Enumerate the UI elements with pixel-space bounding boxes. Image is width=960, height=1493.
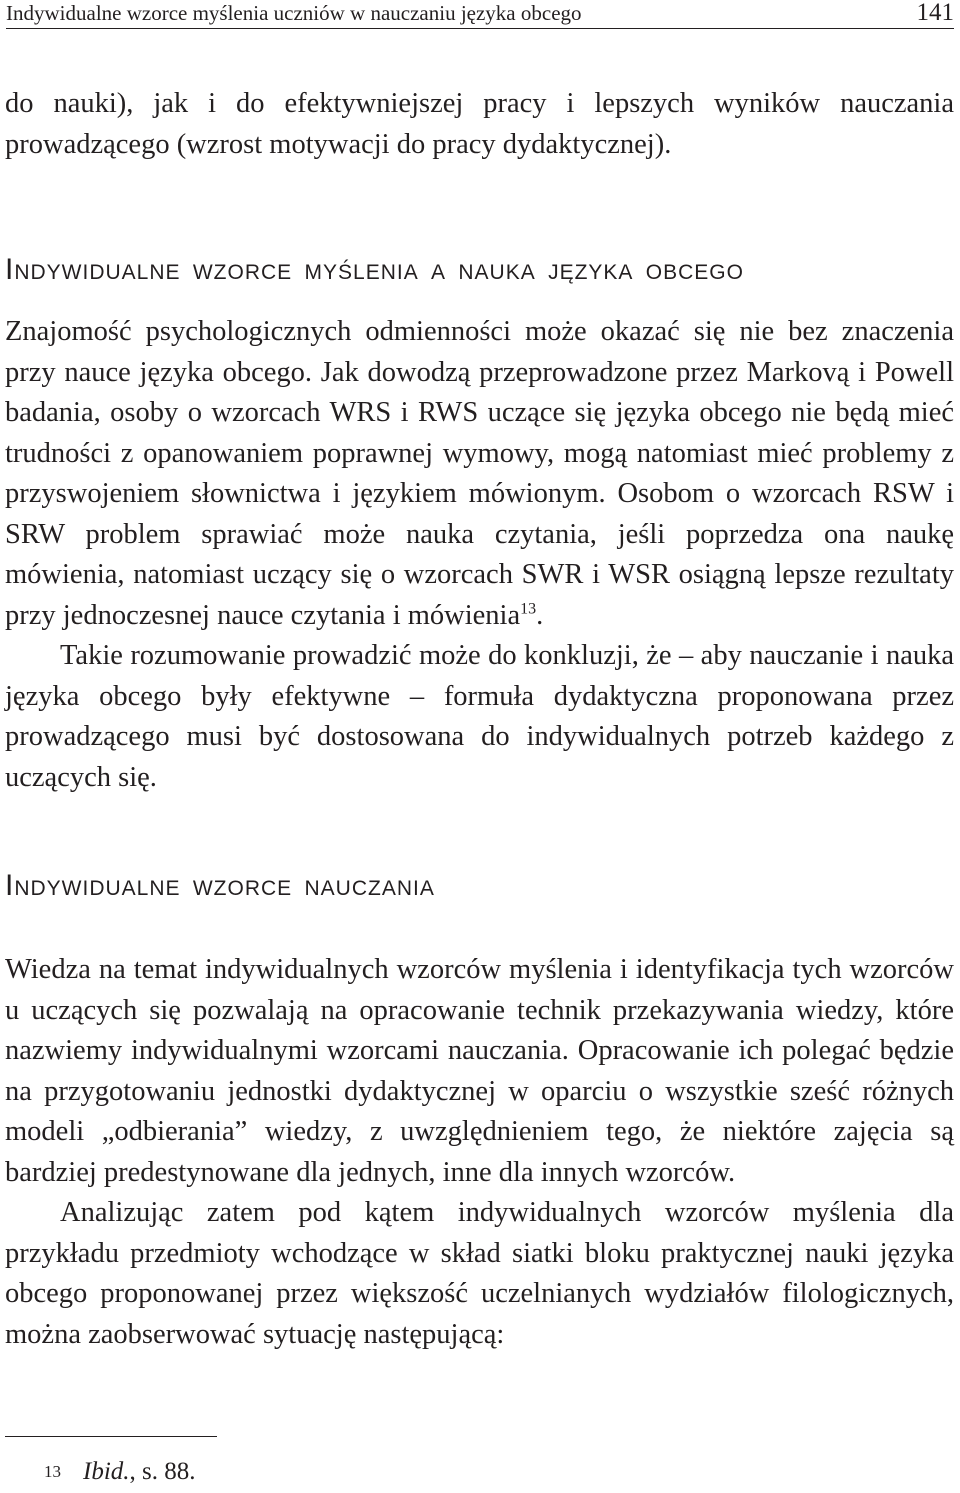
running-header xyxy=(6,0,954,29)
paragraph-knowledge: Wiedza na temat indywidualnych wzorców myślenia i identyfikacja tych wzorców u uczących się pozwalają na opracowanie technik przekazywania wiedzy, które nazwiemy indywidualnymi wzorcami nauczania. Opracowanie ich polegać będzie na przygotowaniu jednostki dydaktycznej w oparciu o wszystkie sześć różnych modeli „odbierania” wiedzy, z uwzględnieniem tego, że niektóre zajęcia są bardziej predestynowane dla jednych, inne dla innych wzorców. xyxy=(5,954,954,1188)
footnote-number: 13 xyxy=(44,1462,61,1481)
footnote-text: , s. 88. xyxy=(129,1458,196,1485)
footnote-divider xyxy=(5,1436,217,1437)
footnote-ibid: Ibid. xyxy=(83,1458,130,1485)
paragraph-conclusion: Takie rozumowanie prowadzić może do konkluzji, że – aby nauczanie i nauka języka obcego były efektywne – formuła dydaktyczna proponowana przez prowadzącego musi być dostosowana do indywidualnych potrzeb każdego z uczących się. xyxy=(5,640,954,793)
section-heading-teaching-patterns: Indywidualne wzorce nauczania xyxy=(5,869,435,902)
footnote-reference[interactable]: 13 xyxy=(520,600,537,617)
page-body xyxy=(5,84,954,1355)
paragraph-psychological-differences xyxy=(5,312,954,636)
paragraph-end: . xyxy=(536,599,544,631)
page-number: 141 xyxy=(916,0,954,26)
running-title: Indywidualne wzorce myślenia uczniów w nauczaniu języka obcego xyxy=(6,1,582,25)
paragraph-text: Znajomość psychologicznych odmienności może okazać się nie bez znaczenia przy nauce języka obcego. Jak dowodzą przeprowadzone przez Markovą i Powell badania, osoby o wzorcach WRS i RWS uczące się języka obcego nie będą mieć trudności z opanowaniem poprawnej wymowy, mogą natomiast mieć problemy z przyswojeniem słownictwa i językiem mówionym. Osobom o wzorcach RSW i SRW problem sprawiać może nauka czytania, jeśli poprzedza ona naukę mówienia, natomiast uczący się o wzorcach SWR i WSR osiągną lepsze rezultaty przy jednoczesnej nauce czytania i mówienia xyxy=(5,316,954,631)
footnote xyxy=(44,1458,196,1486)
section-heading-thinking-patterns: Indywidualne wzorce myślenia a nauka języka obcego xyxy=(5,253,744,286)
paragraph-continued: do nauki), jak i do efektywniejszej pracy i lepszych wyników nauczania prowadzącego (wzrost motywacji do pracy dydaktycznej). xyxy=(5,88,954,160)
paragraph-analysis: Analizując zatem pod kątem indywidualnych wzorców myślenia dla przykładu przedmioty wchodzące w skład siatki bloku praktycznej nauki języka obcego proponowanej przez większość uczelnianych wydziałów filologicznych, można zaobserwować sytuację następującą: xyxy=(5,1197,954,1350)
